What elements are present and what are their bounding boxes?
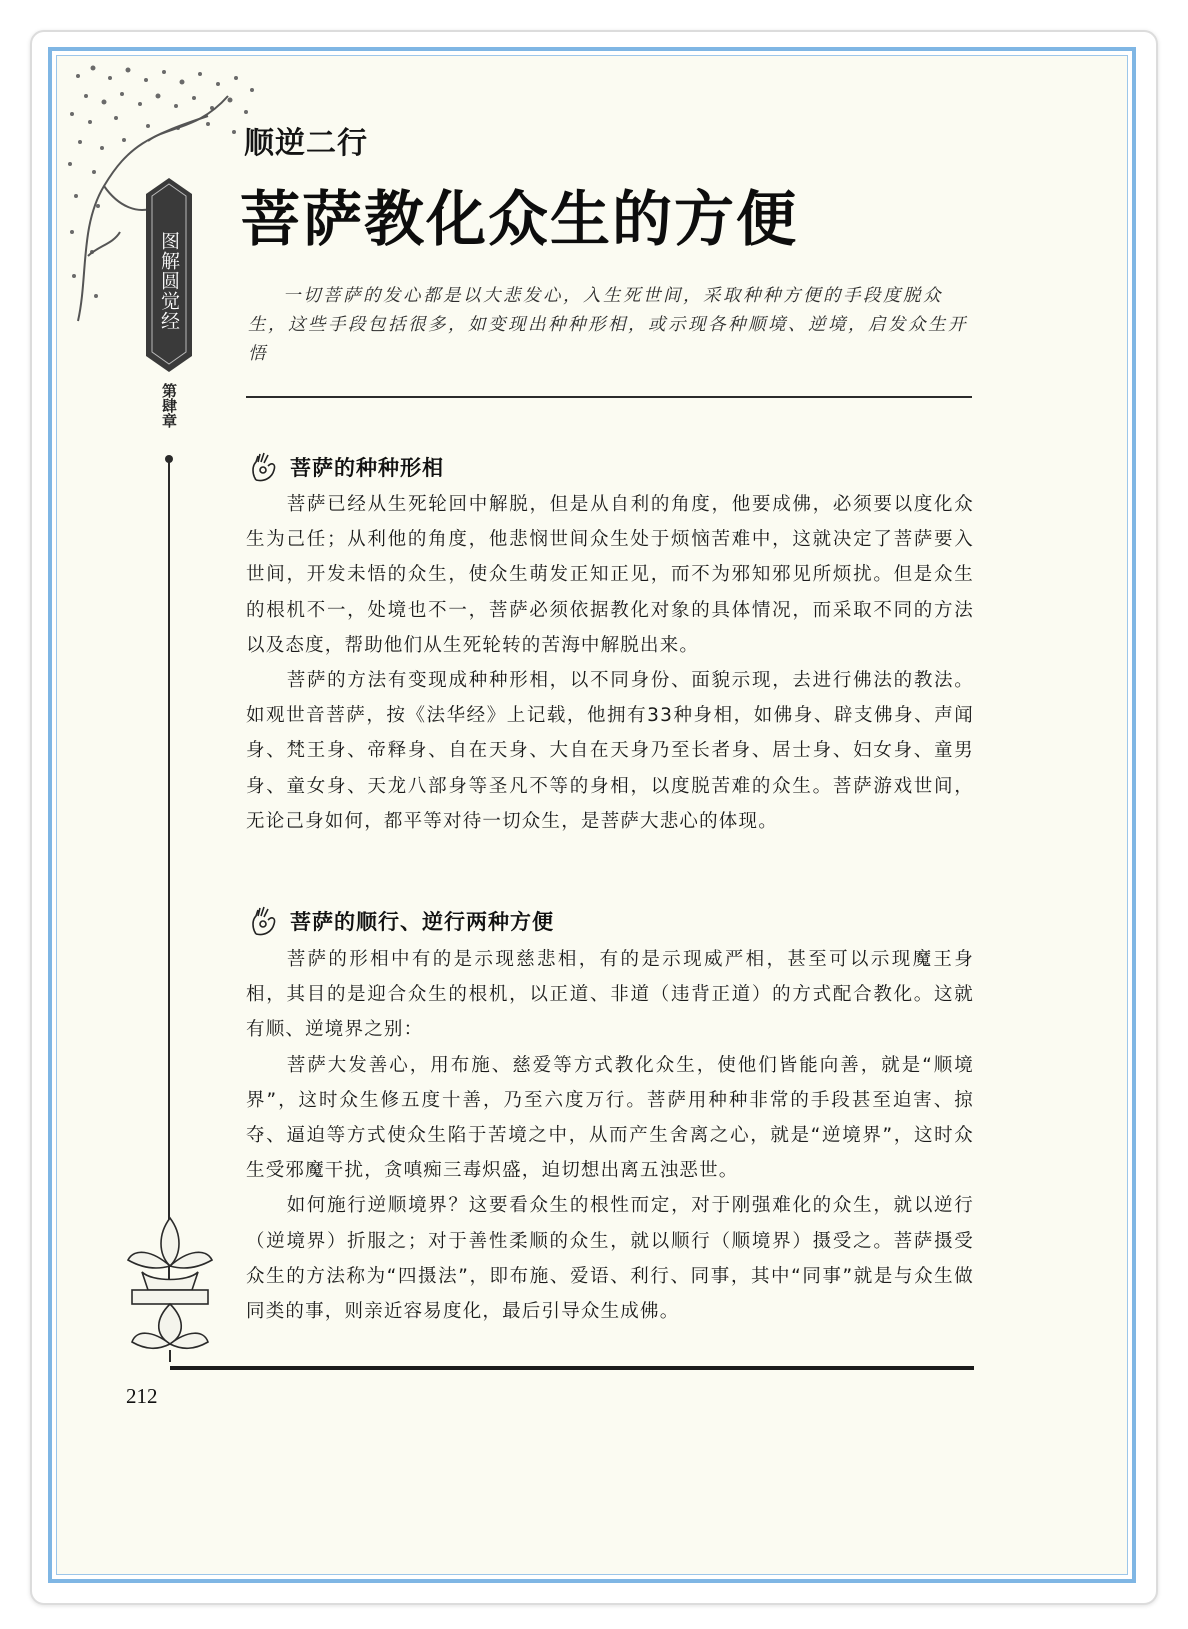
page-number: 212 <box>126 1384 158 1408</box>
title-divider <box>246 396 972 398</box>
page-title: 菩萨教化众生的方便 <box>240 185 798 255</box>
lotus-icon <box>122 1210 218 1362</box>
vertical-divider <box>168 456 170 1296</box>
section-heading-text: 菩萨的种种形相 <box>290 456 444 480</box>
section-heading <box>246 904 974 938</box>
paragraph: 菩萨已经从生死轮回中解脱，但是从自利的角度，他要成佛，必须要以度化众生为己任；从利他的角度，他悲悯世间众生处于烦恼苦难中，这就决定了菩萨要入世间，开发未悟的众生，使众生萌发正知正见，而不为邪知邪见所烦扰。但是众生的根机不一，处境也不一，菩萨必须依据教化对象的具体情况，而采取不同的方法以及态度，帮助他们从生死轮转的苦海中解脱出来。 <box>246 494 974 656</box>
paragraph: 菩萨的形相中有的是示现慈悲相，有的是示现威严相，甚至可以示现魔王身相，其目的是迎合众生的根机，以正道、非道（违背正道）的方式配合教化。这就有顺、逆境界之别： <box>246 949 974 1041</box>
section-methods <box>246 904 974 1329</box>
section-forms <box>246 450 974 839</box>
abstract-text: 一切菩萨的发心都是以大悲发心，入生死世间，采取种种方便的手段度脱众生，这些手段包括很多，如变现出种种形相，或示现各种顺境、逆境，启发众生开悟 <box>248 286 968 364</box>
side-tab <box>146 178 192 454</box>
hand-icon <box>246 450 280 484</box>
section-subtitle: 顺逆二行 <box>244 126 368 161</box>
paragraph: 如何施行逆顺境界？这要看众生的根性而定，对于刚强难化的众生，就以逆行（逆境界）折服之；对于善性柔顺的众生，就以顺行（顺境界）摄受之。菩萨摄受众生的方法称为“四摄法”，即布施、爱语、利行、同事，其中“同事”就是与众生做同类的事，则亲近容易度化，最后引导众生成佛。 <box>246 1195 974 1323</box>
bottom-rule <box>170 1366 974 1370</box>
book-title-vertical: 图解圆觉经 <box>158 231 180 331</box>
paragraph: 菩萨大发善心，用布施、慈爱等方式教化众生，使他们皆能向善，就是“顺境界”，这时众生修五度十善，乃至六度万行。菩萨用种种非常的手段甚至迫害、掠夺、逼迫等方式使众生陷于苦境之中，从而产生舍离之心，就是“逆境界”，这时众生受邪魔干扰，贪嗔痴三毒炽盛，迫切想出离五浊恶世。 <box>246 1054 974 1182</box>
hand-icon <box>246 904 280 938</box>
section-heading <box>246 450 974 484</box>
chapter-label: 第肆章 <box>160 382 178 428</box>
section-heading-text: 菩萨的顺行、逆行两种方便 <box>290 910 554 934</box>
paragraph: 菩萨的方法有变现成种种形相，以不同身份、面貌示现，去进行佛法的教法。如观世音菩萨，按《法华经》上记载，他拥有33种身相，如佛身、辟支佛身、声闻身、梵王身、帝释身、自在天身、大自在天身乃至长者身、居士身、妇女身、童男身、童女身、天龙八部身等圣凡不等的身相，以度脱苦难的众生。菩萨游戏世间，无论己身如何，都平等对待一切众生，是菩萨大悲心的体现。 <box>246 670 974 832</box>
